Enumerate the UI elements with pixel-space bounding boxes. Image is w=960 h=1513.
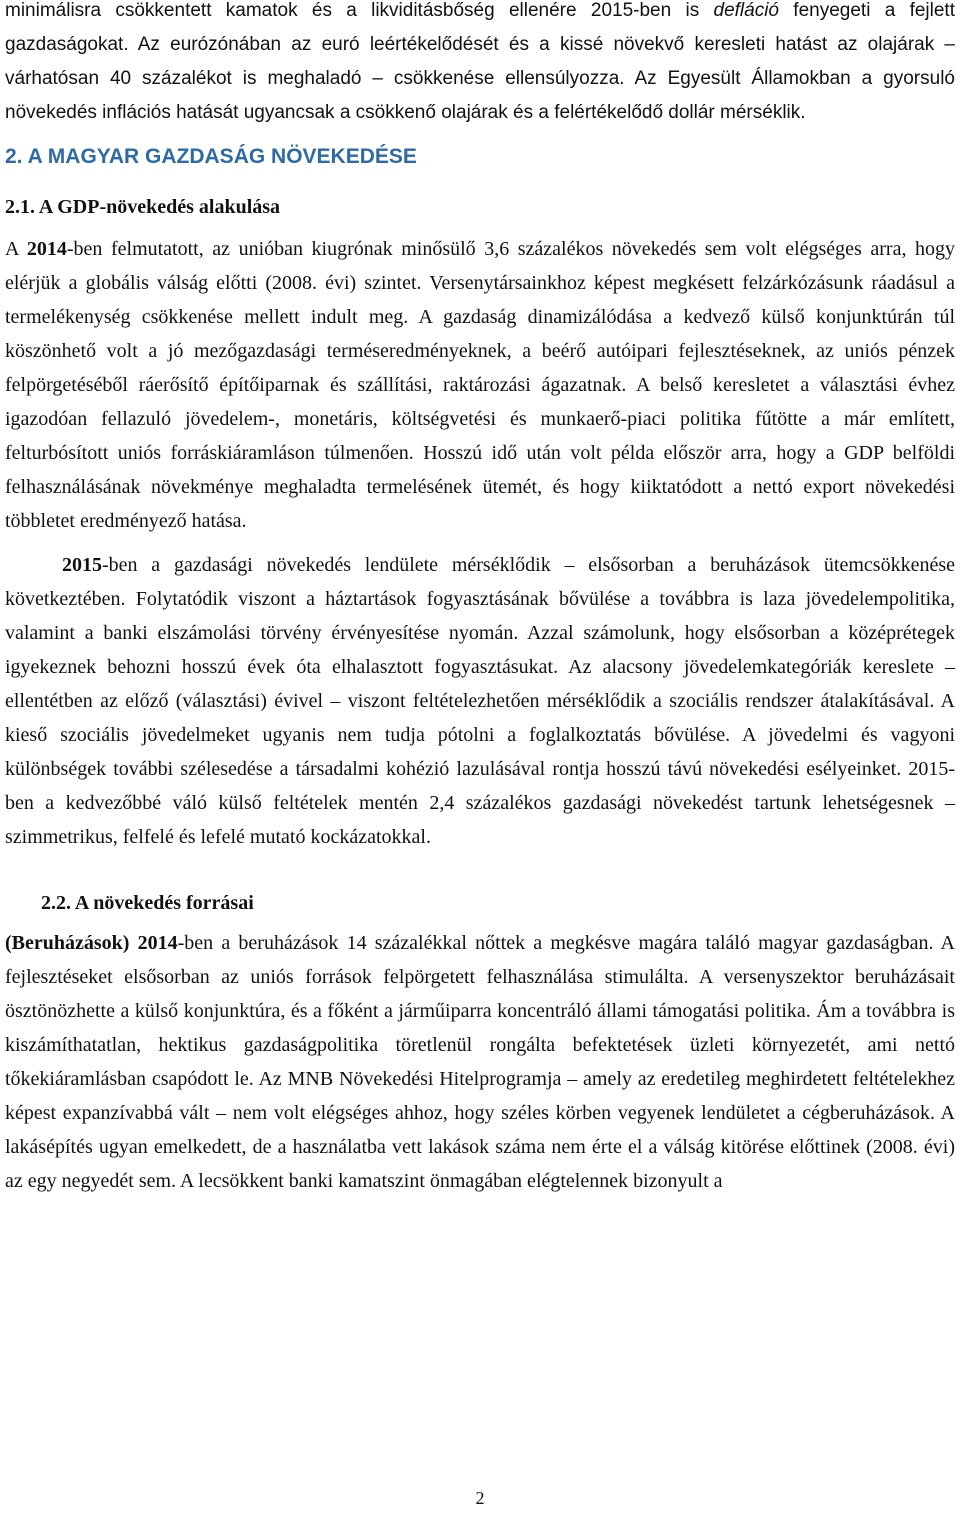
gdp-paragraph-2015-text: -ben a gazdasági növekedés lendülete mérséklődik – elsősorban a beruházások ütemcsökkenése következtében. Folytatódik viszont a háztartások fogyasztásának bővülése a továbbra is laza jövedelempolitika, valamint a banki elszámolási törvény érvényesítése nyomán. Azzal számolunk, hogy elsősorban a középrétegek igyekeznek behozni hosszú évek óta elhalasztott fogyasztásukat. Az alacsony jövedelemkategóriák kereslete – ellentétben az előző (választási) évivel – viszont feltételezhetően mérséklődik a szociális rendszer átalakításával. A kieső szociális jövedelmeket ugyanis nem tudja pótolni a foglalkoztatás bővülése. A jövedelmi és vagyoni különbségek további szélesedése a társadalmi kohézió lazulásával rontja hosszú távú növekedési esélyeinket. 2015-ben a kedvezőbbé váló külső feltételek mentén 2,4 százalékos gazdasági növekedést tartunk lehetségesnek – szimmetrikus, felfelé és lefelé mutató kockázatokkal.	[5, 554, 955, 848]
gdp-paragraph-lead: A	[5, 238, 27, 260]
subsection-heading-sources: 2.2. A növekedés forrásai	[41, 892, 254, 914]
intro-text-end: fenyegeti a fejlett gazdaságokat. Az eurózónában az euró leértékelődését és a kissé növekvő keresleti hatást az olajárak – várhatósan 40 százalékot is meghaladó – csökkenése ellensúlyozza. Az Egyesült Államokban a gyorsuló növekedés inflációs hatását ugyancsak a csökkenő olajárak és a felértékelődő dollár mérséklik.	[5, 0, 955, 123]
gdp-paragraph-text: -ben felmutatott, az unióban kiugrónak minősülő 3,6 százalékos növekedés sem volt elégséges arra, hogy elérjük a globális válság előtti (2008. évi) szintet. Versenytársainkhoz képest megkésett felzárkózásunk ráadásul a termelékenység csökkenése mellett indult meg. A gazdaság dinamizálódása a kedvező külső konjunktúrán túl köszönhető volt a jó mezőgazdasági terméseredményeknek, a beérő autóipari fejlesztéseknek, az uniós pénzek felpörgetéséből ráerősítő építőiparnak és szállítási, raktározási ágazatnak. A belső keresletet a választási évhez igazodóan fellazuló jövedelem-, monetáris, költségvetési és munkaerő-piaci politika fűtötte a már említett, felturbósított uniós forráskiáramláson túlmenően. Hosszú idő után volt példa először arra, hogy a GDP belföldi felhasználásának növekménye meghaladta termelésének ütemét, és hogy kiiktatódott a nettó export növekedési többletet eredményező hatása.	[5, 238, 955, 532]
document-page	[5, 0, 955, 1198]
gdp-paragraph-year: 2014	[26, 238, 67, 260]
intro-paragraph	[5, 0, 955, 130]
investment-paragraph	[5, 926, 955, 1198]
page-number: 2	[475, 1488, 485, 1508]
gdp-paragraph-2015-year: 2015	[62, 554, 102, 576]
subsection-heading-gdp: 2.1. A GDP-növekedés alakulása	[5, 196, 281, 218]
investment-paragraph-text: -ben a beruházások 14 százalékkal nőttek a megkésve magára találó magyar gazdaságban. A fejlesztéseket elsősorban az uniós források felpörgetett felhasználása stimulálta. A versenyszektor beruházásait ösztönözhette a külső konjunktúra, és a főként a járműiparra koncentráló állami támogatási politika. Ám a továbbra is kiszámíthatatlan, hektikus gazdaságpolitika töretlenül rongálta befektetések üzleti környezetét, ami nettó tőkekiáramlásban csapódott le. Az MNB Növekedési Hitelprogramja – amely az eredetileg meghirdetett feltételekhez képest expanzívabbá vált – nem volt elégséges ahhoz, hogy széles körben vegyenek lendületet a cégberuházások. A lakásépítés ugyan emelkedett, de a használatba vett lakások száma nem érte el a válság kitörése előttinek (2008. évi) az egy negyedét sem. A lecsökkent banki kamatszint önmagában elégtelennek bizonyult a	[5, 932, 955, 1192]
intro-text-start: minimálisra csökkentett kamatok és a likviditásbőség ellenére 2015-ben is	[5, 0, 714, 21]
investment-paragraph-lead: (Beruházások) 2014	[5, 932, 178, 954]
gdp-paragraph-2015	[5, 548, 955, 854]
gdp-paragraph-2014	[5, 232, 955, 538]
intro-italic-term: defláció	[713, 0, 779, 21]
section-heading: 2. A MAGYAR GAZDASÁG NÖVEKEDÉSE	[5, 145, 417, 168]
